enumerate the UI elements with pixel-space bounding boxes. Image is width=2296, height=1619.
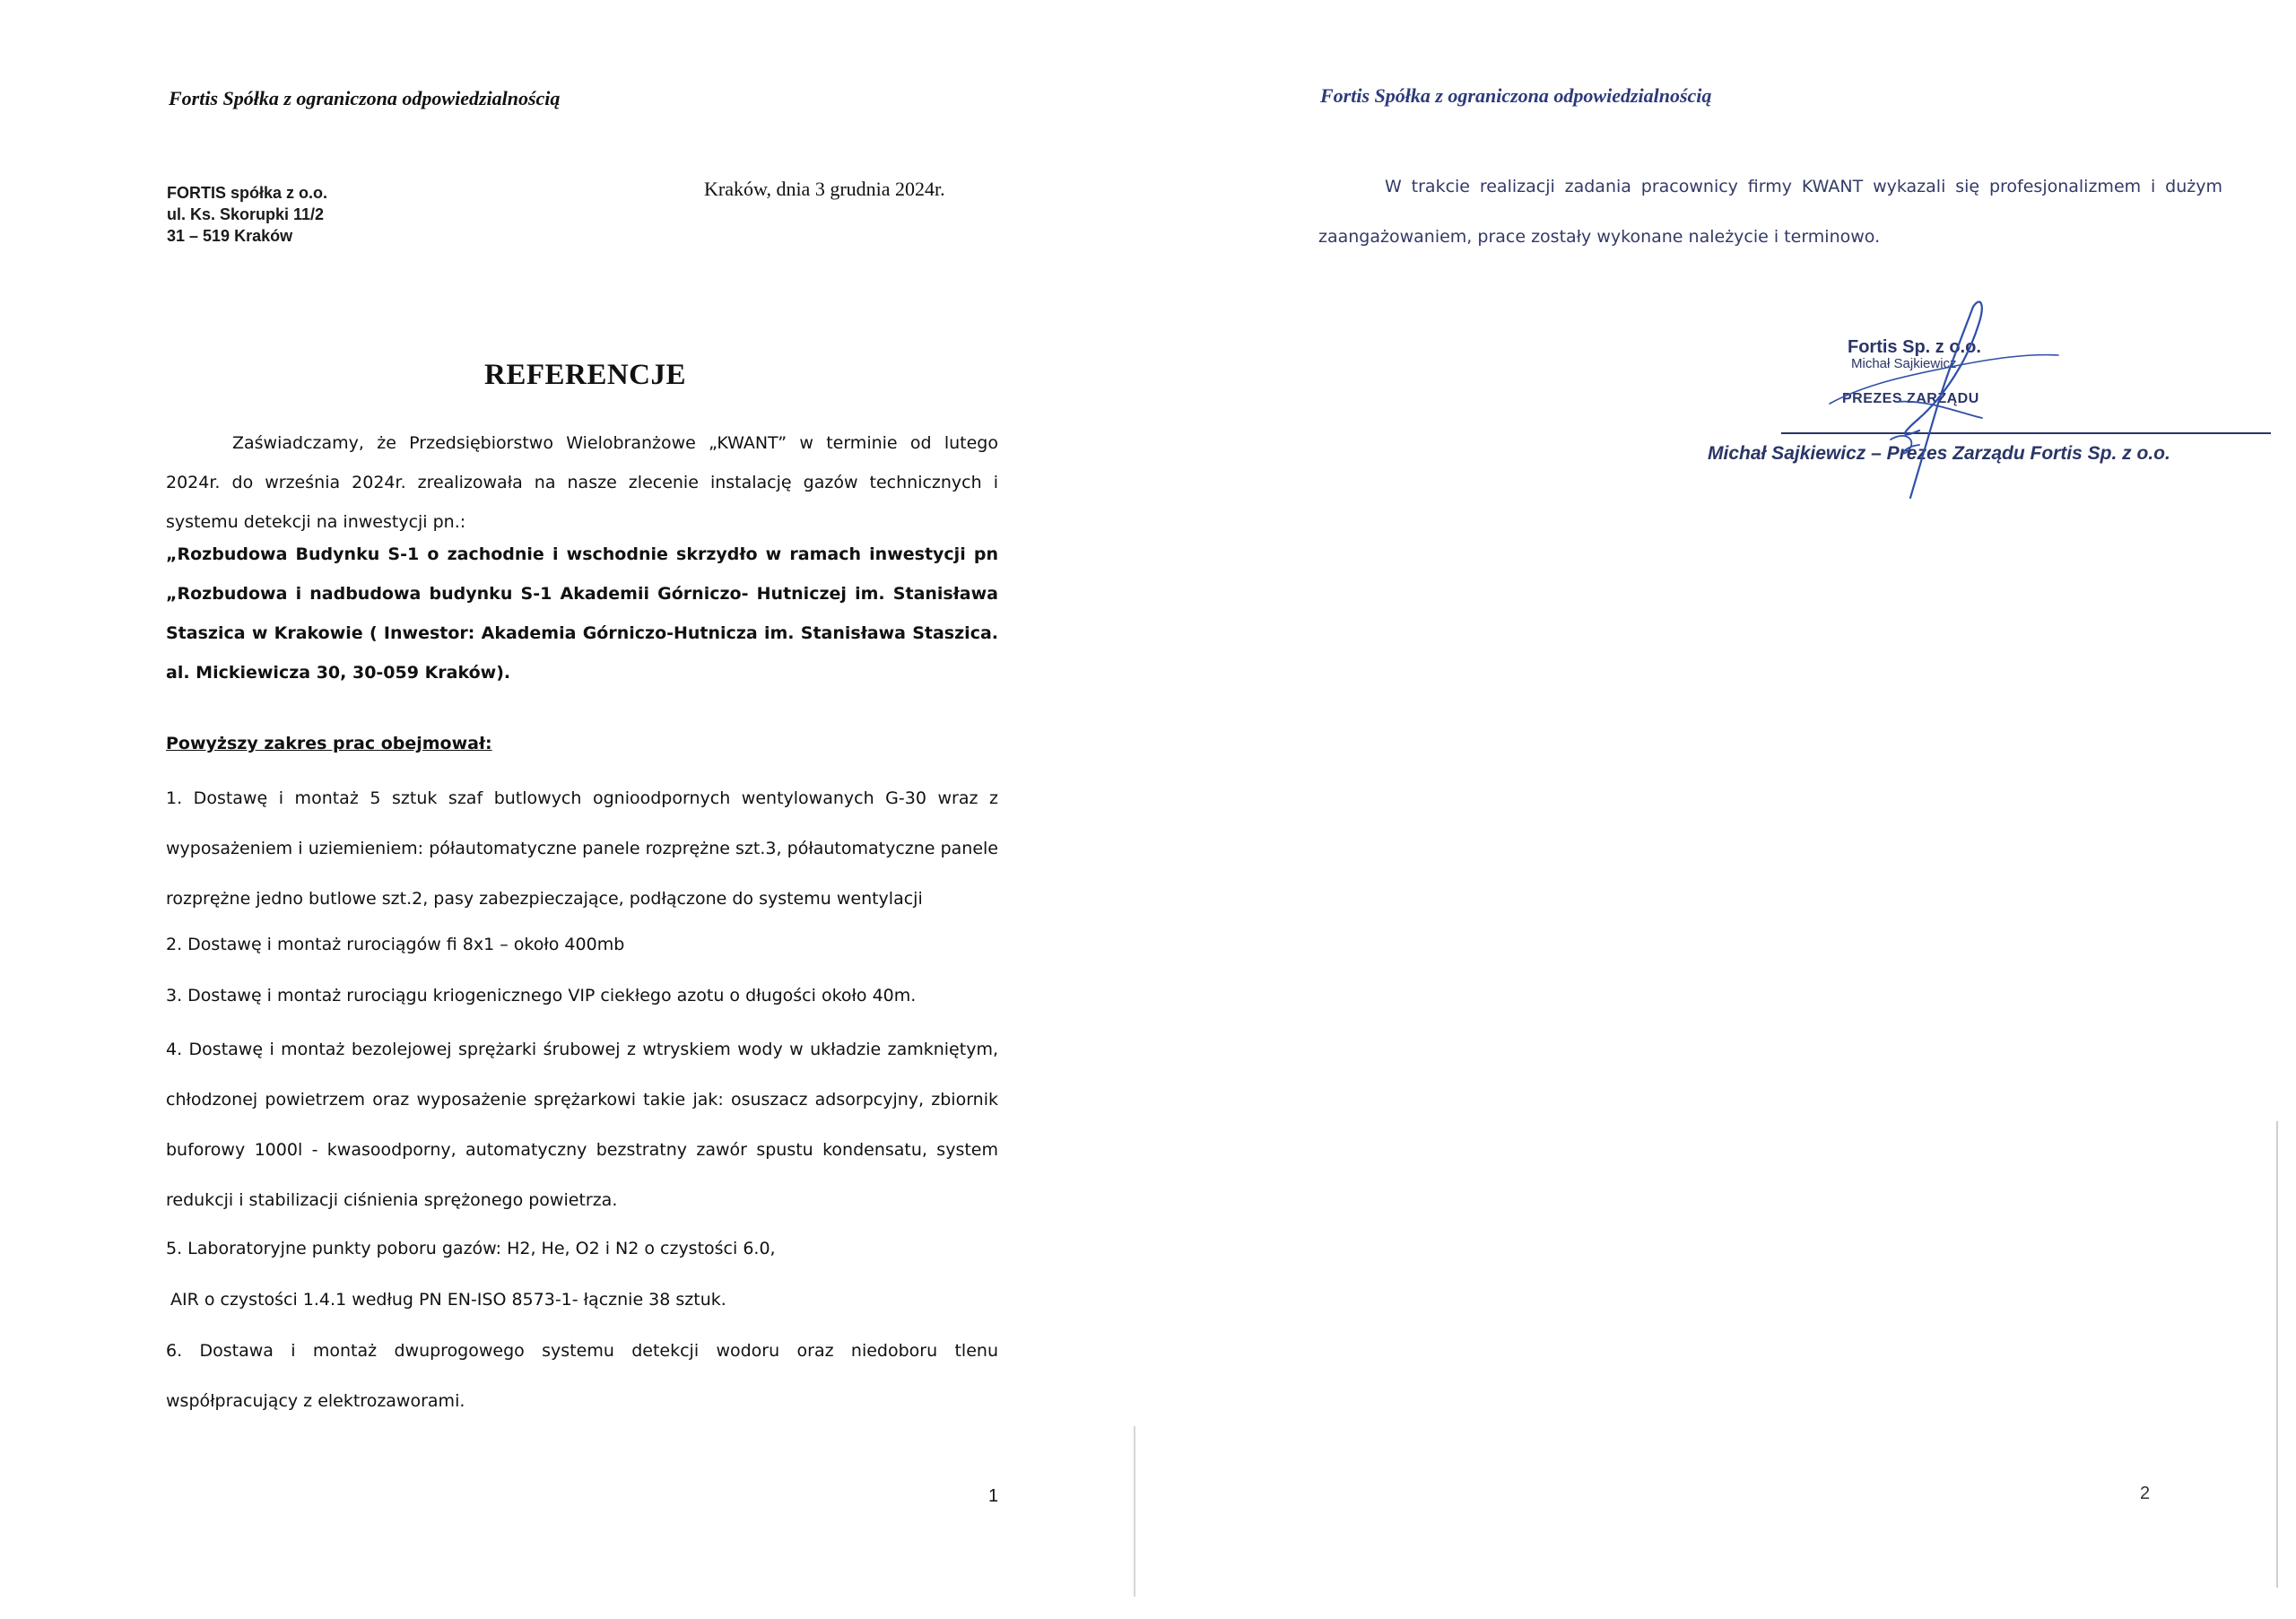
document-page-1 xyxy=(0,0,1137,1619)
page1-header: Fortis Spółka z ograniczona odpowiedzialnością xyxy=(169,87,561,109)
page2-header: Fortis Spółka z ograniczona odpowiedzialnością xyxy=(1320,84,1712,107)
scope-item-2: 2. Dostawę i montaż rurociągów fi 8x1 – około 400mb xyxy=(166,935,625,954)
stamp-role: PREZES ZARZĄDU xyxy=(1842,391,1979,406)
sender-city: 31 – 519 Kraków xyxy=(167,227,293,245)
document-date: Kraków, dnia 3 grudnia 2024r. xyxy=(704,178,945,200)
scope-item-1: 1. Dostawę i montaż 5 sztuk szaf butlowych ognioodpornych wentylowanych G-30 wraz z wyposażeniem i uziemieniem: półautomatyczne panele rozprężne szt.3, półautomatyczne panele rozprężne jedno butlowe szt.2, pasy zabezpieczające, podłączone do systemu wentylacji xyxy=(166,788,998,909)
scope-item-6: 6. Dostawa i montaż dwuprogowego systemu detekcji wodoru oraz niedoboru tlenu współpracujący z elektrozaworami. xyxy=(166,1341,998,1411)
closing-paragraph: W trakcie realizacji zadania pracownicy firmy KWANT wykazali się profesjonalizmem i dużym zaangażowaniem, prace zostały wykonane należycie i terminowo. xyxy=(1318,177,2222,247)
scope-item-3: 3. Dostawę i montaż rurociągu kriogenicznego VIP ciekłego azotu o długości około 40m. xyxy=(166,986,917,1005)
scope-item-5: 5. Laboratoryjne punkty poboru gazów: H2, He, O2 i N2 o czystości 6.0, xyxy=(166,1239,776,1258)
sender-street: ul. Ks. Skorupki 11/2 xyxy=(167,205,325,223)
document-page-2 xyxy=(1148,0,2296,1619)
page-right-edge xyxy=(2276,1121,2278,1588)
scope-item-5-continued: AIR o czystości 1.4.1 według PN EN-ISO 8573-1- łącznie 38 sztuk. xyxy=(170,1290,726,1310)
signatory-line: Michał Sajkiewicz – Prezes Zarządu Fortis Sp. z o.o. xyxy=(1708,443,2170,464)
investment-name: „Rozbudowa Budynku S-1 o zachodnie i wschodnie skrzydło w ramach inwestycji pn „Rozbudowa i nadbudowa budynku S-1 Akademii Górniczo- Hutniczej im. Stanisława Staszica w Krakowie ( Inwestor: Akademia Górniczo-Hutnicza im. Stanisława Staszica. al. Mickiewicza 30, 30-059 Kraków). xyxy=(166,544,998,683)
intro-paragraph: Zaświadczamy, że Przedsiębiorstwo Wielobranżowe „KWANT” w terminie od lutego 2024r. do września 2024r. zrealizowała na nasze zlecenie instalację gazów technicznych i systemu detekcji na inwestycji pn.: xyxy=(166,433,998,532)
stamp-company: Fortis Sp. z o.o. xyxy=(1848,337,1981,357)
sender-address xyxy=(167,182,327,247)
sender-company: FORTIS spółka z o.o. xyxy=(167,184,328,202)
stamp-name: Michał Sajkiewicz xyxy=(1851,356,1957,371)
document-title: REFERENCJE xyxy=(484,359,687,391)
page-number-2: 2 xyxy=(2140,1484,2151,1503)
handwritten-signature xyxy=(1812,296,2188,502)
page-number-1: 1 xyxy=(988,1486,999,1506)
scope-heading: Powyższy zakres prac obejmował: xyxy=(166,734,492,753)
scope-item-4: 4. Dostawę i montaż bezolejowej sprężarki śrubowej z wtryskiem wody w układzie zamkniętym, chłodzonej powietrzem oraz wyposażenie sprężarkowi takie jak: osuszacz adsorpcyjny, zbiornik buforowy 1000l - kwasoodporny, automatyczny bezstratny zawór spustu kondensatu, system redukcji i stabilizacji ciśnienia sprężonego powietrza. xyxy=(166,1040,998,1210)
page-divider xyxy=(1134,1426,1135,1597)
